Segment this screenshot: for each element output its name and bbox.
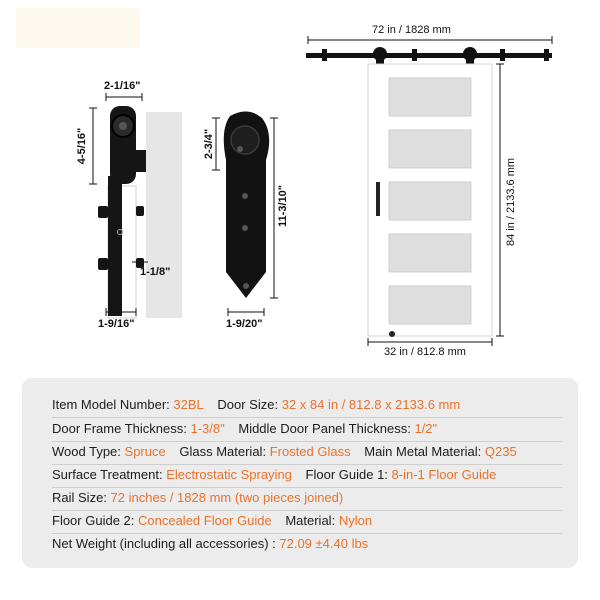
dim-wheel-offset: 2-3/4" [203, 128, 215, 160]
glass-pane-2 [389, 130, 471, 168]
glass-value: Frosted Glass [269, 444, 351, 459]
floor-guide2-label: Floor Guide 2: [52, 513, 135, 528]
dim-rail-length: 72 in / 1828 mm [372, 24, 451, 36]
model-value: 32BL [173, 397, 204, 412]
rail-bracket [134, 150, 146, 172]
side-view-drawing [89, 93, 182, 318]
wall-panel [146, 112, 182, 318]
model-label: Item Model Number: [52, 397, 170, 412]
wheel-hub [119, 122, 127, 130]
spec-row-materials [52, 441, 562, 463]
hanger-strap-side [112, 176, 122, 316]
glass-pane-3 [389, 182, 471, 220]
dim-hanger-width: 2-1/16" [104, 80, 141, 92]
dim-bracket-depth: 1-9/16" [98, 318, 135, 330]
glass-pane-4 [389, 234, 471, 272]
panel-thickness-value: 1/2" [414, 421, 438, 436]
floor-guide [389, 331, 395, 337]
bolt-2 [136, 206, 144, 216]
strap-bolt-1 [237, 146, 243, 152]
strap-edge [108, 176, 112, 316]
weight-label: Net Weight (including all accessories) : [52, 536, 276, 551]
panel-thickness-label: Middle Door Panel Thickness: [238, 421, 411, 436]
wood-value: Spruce [124, 444, 166, 459]
spec-row-model [52, 394, 562, 416]
door-size-label: Door Size: [217, 397, 279, 412]
rail [306, 53, 552, 58]
material-label: Material: [285, 513, 336, 528]
dim-strap-width: 1-9/20" [226, 318, 263, 330]
surface-value: Electrostatic Spraying [166, 467, 292, 482]
door-handle [376, 182, 380, 216]
spec-row-weight [52, 533, 562, 555]
spec-row-surface [52, 464, 562, 486]
strap-bolt-2 [242, 193, 248, 199]
dim-door-gap: 1-1/8" [140, 266, 171, 278]
surface-label: Surface Treatment: [52, 467, 163, 482]
spec-panel [22, 378, 578, 568]
dim-hanger-height: 4-5/16" [76, 127, 88, 165]
strap-bolt-4 [243, 283, 249, 289]
bolt-1 [98, 206, 108, 218]
floor-guide1-value: 8-in-1 Floor Guide [391, 467, 497, 482]
strap-wheel [231, 126, 259, 154]
dim-strap-length: 11-3/10" [277, 185, 289, 227]
rail-value: 72 inches / 1828 mm (two pieces joined) [110, 490, 344, 505]
dim-door-width: 32 in / 812.8 mm [384, 346, 466, 358]
spec-row-floor-guide2 [52, 510, 562, 532]
floor-guide2-value: Concealed Floor Guide [138, 513, 272, 528]
wood-label: Wood Type: [52, 444, 121, 459]
material-value: Nylon [338, 513, 373, 528]
spec-row-rail [52, 487, 562, 509]
metal-value: Q235 [484, 444, 517, 459]
frame-thickness-value: 1-3/8" [190, 421, 225, 436]
glass-label: Glass Material: [179, 444, 267, 459]
door-size-value: 32 x 84 in / 812.8 x 2133.6 mm [281, 397, 461, 412]
weight-value: 72.09 ±4.40 lbs [279, 536, 369, 551]
glass-pane-5 [389, 286, 471, 324]
rail-label: Rail Size: [52, 490, 107, 505]
glass-pane-1 [389, 78, 471, 116]
frame-thickness-label: Door Frame Thickness: [52, 421, 187, 436]
dim-door-height: 84 in / 2133.6 mm [505, 157, 517, 247]
strap-bolt-3 [242, 225, 248, 231]
metal-label: Main Metal Material: [364, 444, 482, 459]
strap-front-drawing [212, 111, 278, 316]
bolt-3 [98, 258, 108, 270]
spec-row-thickness [52, 418, 562, 440]
floor-guide1-label: Floor Guide 1: [305, 467, 388, 482]
